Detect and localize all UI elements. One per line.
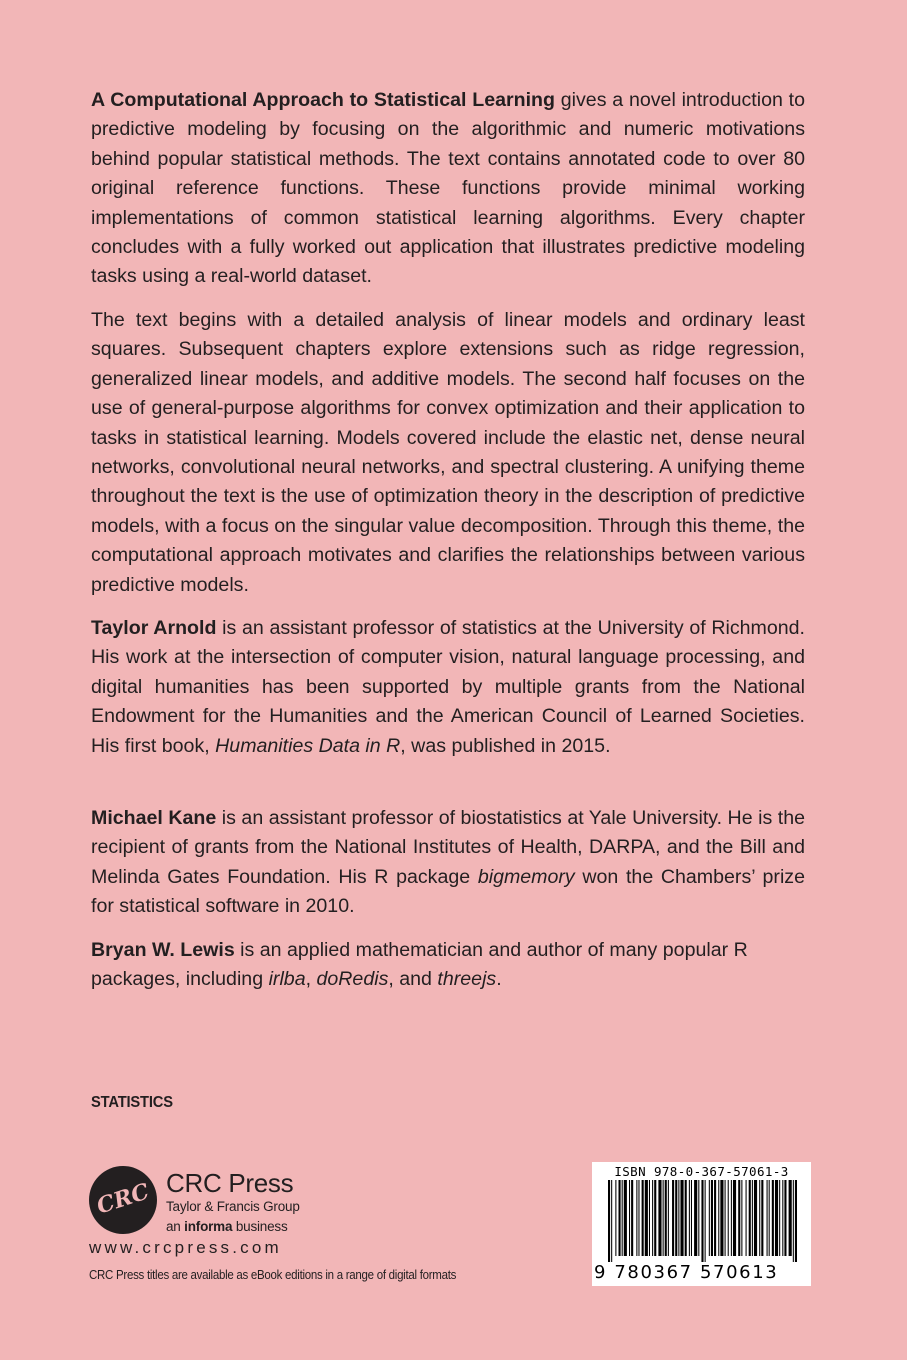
barcode-bar (678, 1180, 679, 1256)
author-bio-arnold (91, 614, 805, 761)
barcode-bar (789, 1180, 792, 1256)
barcode-bar (691, 1180, 692, 1256)
ebook-note: CRC Press titles are available as eBook editions in a range of digital formats (89, 1268, 457, 1282)
book-title: A Computational Approach to Statistical Learning (91, 89, 555, 111)
description-paragraph-2 (91, 306, 805, 600)
separator: , and (388, 968, 438, 991)
description-paragraph-1 (91, 86, 805, 292)
subject-category: STATISTICS (91, 1094, 173, 1111)
author-name: Michael Kane (91, 807, 217, 829)
barcode-bar (672, 1180, 674, 1256)
author-name: Taylor Arnold (91, 617, 217, 639)
barcode-bar (642, 1180, 644, 1256)
barcode-bar (731, 1180, 732, 1256)
barcode-bar (701, 1180, 703, 1262)
barcode-bar (685, 1180, 687, 1256)
author-name: Bryan W. Lewis (91, 939, 235, 961)
barcode-bar (746, 1180, 747, 1256)
barcode-digits: 9 780367 570613 (594, 1262, 779, 1283)
barcode-bar (761, 1180, 763, 1256)
barcode-bar (775, 1180, 778, 1256)
crc-logo-icon (89, 1166, 157, 1234)
description-text: gives a novel introduction to predictive modeling by focusing on the algorithmic and numeric motivations behind popular statistical methods. The text contains annotated code to over 80 original reference functions. These functions provide minimal working implementations of common statistical learning algorithms. Every chapter concludes with a fully worked out application that illustrates predictive modeling tasks using a real-world dataset. (91, 89, 805, 288)
barcode-bar (725, 1180, 726, 1256)
barcode-bar (705, 1180, 706, 1262)
publisher-name: CRC Press (166, 1168, 294, 1198)
barcode-bar (629, 1180, 630, 1256)
barcode-bar (645, 1180, 648, 1256)
barcode-bar (741, 1180, 742, 1256)
barcode-bar (668, 1180, 669, 1256)
package-reference: bigmemory (477, 865, 575, 888)
barcode-bar (779, 1180, 780, 1256)
book-reference: Humanities Data in R (215, 734, 401, 757)
barcode-bar (615, 1180, 616, 1256)
description-text: The text begins with a detailed analysis of linear models and ordinary least squares. Subsequent chapters explore extensions such as ridge regression, generalized linear models, and additive models. The second half focuses on the use of general-purpose algorithms for convex optimization and their application to tasks in statistical learning. Models covered include the elastic net, dense neural networks, convolutional neural networks, and spectral clustering. A unifying theme throughout the text is the use of optimization theory in the description of predictive models, with a focus on the singular value decomposition. Through this theme, the computational approach motivates and clarifies the relationships between various predictive models. (91, 309, 805, 596)
tagline-brand: informa (184, 1219, 233, 1234)
barcode-bar (759, 1180, 760, 1256)
package-reference: threejs (437, 968, 497, 991)
isbn-barcode (592, 1162, 811, 1286)
barcode-bar (689, 1180, 690, 1256)
barcode-bar (749, 1180, 751, 1256)
barcode-bar (714, 1180, 716, 1256)
package-reference: doRedis (316, 968, 389, 991)
barcode-bar (631, 1180, 633, 1256)
barcode-bar (649, 1180, 650, 1256)
barcode-bar (711, 1180, 713, 1256)
barcode-bar (658, 1180, 661, 1256)
barcode-bar (733, 1180, 736, 1256)
barcode-bar (636, 1180, 637, 1256)
publisher-url-link[interactable]: www.crcpress.com (89, 1238, 282, 1257)
barcode-bar (638, 1180, 639, 1256)
barcode-bar (652, 1180, 653, 1256)
barcode-bar (675, 1180, 677, 1256)
barcode-bar (608, 1180, 610, 1262)
barcode-bar (665, 1180, 667, 1256)
barcode-bar (738, 1180, 740, 1256)
publisher-group: Taylor & Francis Group (166, 1199, 300, 1214)
barcode-bar (654, 1180, 656, 1256)
barcode-bar (767, 1180, 768, 1256)
barcode-bar (709, 1180, 710, 1256)
author-bio-lewis (91, 936, 805, 995)
publisher-tagline (166, 1218, 288, 1236)
separator: , (305, 968, 317, 991)
barcode-bar (795, 1180, 797, 1262)
barcode-bar (793, 1180, 794, 1262)
package-reference: irlba (268, 968, 306, 991)
author-bio-text: , was published in 2015. (400, 734, 611, 757)
barcode-bar (769, 1180, 770, 1256)
author-bio-text: won the Chambers’ prize for statistical software in 2010. (91, 865, 805, 918)
crc-logo-text: CRC (93, 1178, 153, 1220)
author-bio-kane (91, 804, 805, 922)
barcode-bar (782, 1180, 783, 1256)
barcode-bar (698, 1180, 699, 1256)
isbn-label: ISBN 978-0-367-57061-3 (614, 1164, 789, 1179)
author-bio-text: is an applied mathematician and author of many popular R packages, including (91, 939, 748, 991)
barcode-bar (772, 1180, 774, 1256)
barcode-bar (752, 1180, 753, 1256)
barcode-bar (784, 1180, 786, 1256)
tagline-text: business (232, 1219, 288, 1234)
barcode-bar (718, 1180, 719, 1256)
author-bio-text: is an assistant professor of statistics at the University of Richmond. His work at the intersection of computer vision, natural language processing, and digital humanities has been supported by multiple grants from the National Endowment for the Humanities and the American Council of Learned Societies. His first book, (91, 617, 806, 757)
author-bio-text: is an assistant professor of biostatistics at Yale University. He is the recipient of grants from the National Institutes of Health, DARPA, and the Bill and Melinda Gates Foundation. His R package (91, 807, 805, 888)
barcode-bar (619, 1180, 621, 1256)
barcode-bar (754, 1180, 757, 1256)
barcode-bar (680, 1180, 683, 1256)
barcode-bar (663, 1180, 664, 1256)
barcode-bar (728, 1180, 729, 1256)
barcode-bars-icon (608, 1180, 798, 1262)
barcode-bar (720, 1180, 723, 1256)
separator: . (496, 968, 502, 991)
tagline-text: an (166, 1219, 185, 1234)
barcode-bar (694, 1180, 697, 1256)
barcode-bar (624, 1180, 627, 1256)
barcode-bar (622, 1180, 623, 1256)
barcode-bar (611, 1180, 612, 1262)
